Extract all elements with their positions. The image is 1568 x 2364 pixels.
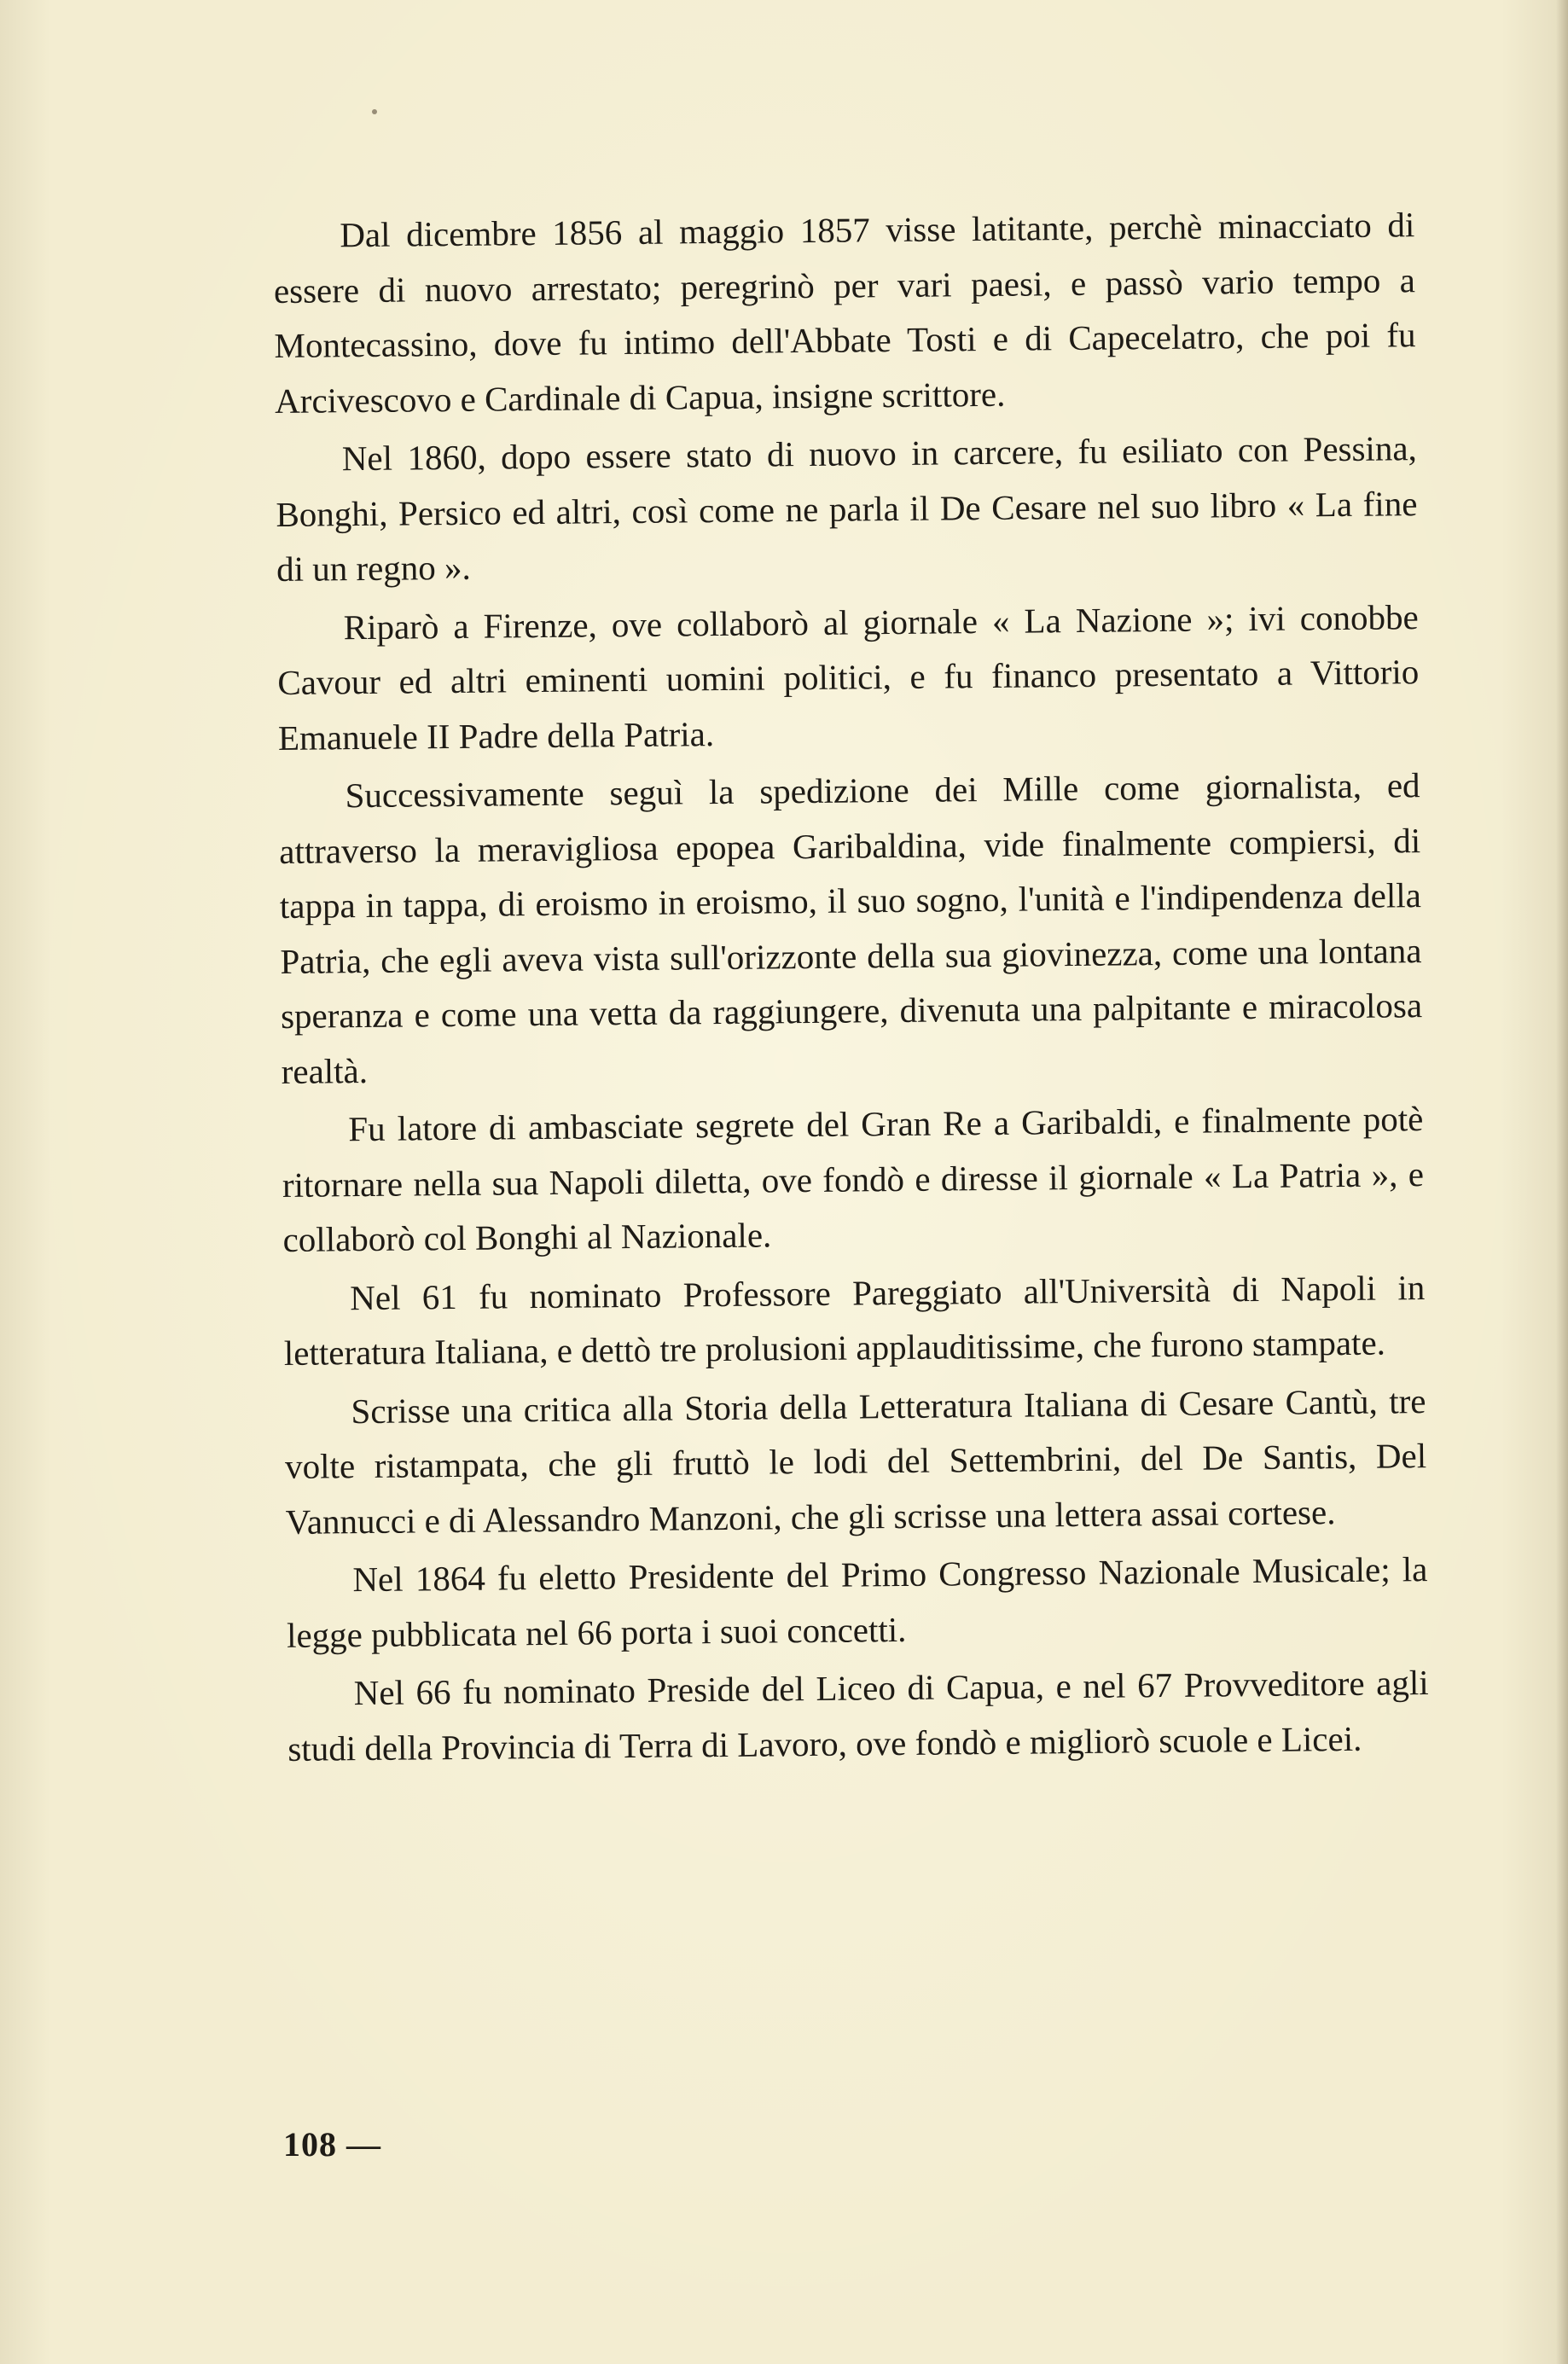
- paragraph-6: Nel 61 fu nominato Professore Pareggiato all'Università di Napoli in letteratura Italiana, e dettò tre prolusioni applauditissime, che furono stampate.: [283, 1267, 1426, 1373]
- body-text: [273, 197, 1430, 1776]
- paragraph-8: Nel 1864 fu eletto Presidente del Primo Congresso Nazionale Musicale; la legge pubblicata nel 66 porta i suoi concetti.: [286, 1549, 1428, 1655]
- paragraph-1: Dal dicembre 1856 al maggio 1857 visse latitante, perchè minacciato di essere di nuovo arrestato; peregrinò per vari paesi, e passò vario tempo a Montecassino, dove fu intimo dell'Abbate Tosti e di Capecelatro, che poi fu Arcivescovo e Cardinale di Capua, insigne scrittore.: [273, 205, 1416, 421]
- paragraph-2: Nel 1860, dopo essere stato di nuovo in carcere, fu esiliato con Pessina, Bonghi, Persico ed altri, così come ne parla il De Cesare nel suo libro « La fine di un regno ».: [276, 428, 1418, 589]
- paragraph-3: Riparò a Firenze, ove collaborò al giornale « La Nazione »; ivi conobbe Cavour ed altri eminenti uomini politici, e fu financo presentato a Vittorio Emanuele II Padre della Patria.: [277, 596, 1420, 758]
- paragraph-5: Fu latore di ambasciate segrete del Gran Re a Garibaldi, e finalmente potè ritornare nella sua Napoli diletta, ove fondò e diresse il giornale « La Patria », e collaborò col Bonghi al Nazionale.: [282, 1099, 1425, 1259]
- paragraph-4: Successivamente seguì la spedizione dei Mille come giornalista, ed attraverso la meravigliosa epopea Garibaldina, vide finalmente compiersi, di tappa in tappa, di eroismo in eroismo, il suo sogno, l'unità e l'indipendenza della Patria, che egli aveva vista sull'orizzonte della sua giovinezza, come una lontana speranza e come una vetta da raggiungere, divenuta una palpitante e miracolosa realtà.: [279, 765, 1423, 1091]
- page-number: 108 —: [283, 2125, 381, 2164]
- paragraph-9: Nel 66 fu nominato Preside del Liceo di Capua, e nel 67 Provveditore agli studi della Provincia di Terra di Lavoro, ove fondò e migliorò scuole e Licei.: [287, 1663, 1429, 1769]
- ink-speck: [372, 109, 377, 114]
- paragraph-7: Scrisse una critica alla Storia della Letteratura Italiana di Cesare Cantù, tre volte ristampata, che gli fruttò le lodi del Settembrini, del De Santis, Del Vannucci e di Alessandro Manzoni, che gli scrisse una lettera assai cortese.: [284, 1380, 1427, 1542]
